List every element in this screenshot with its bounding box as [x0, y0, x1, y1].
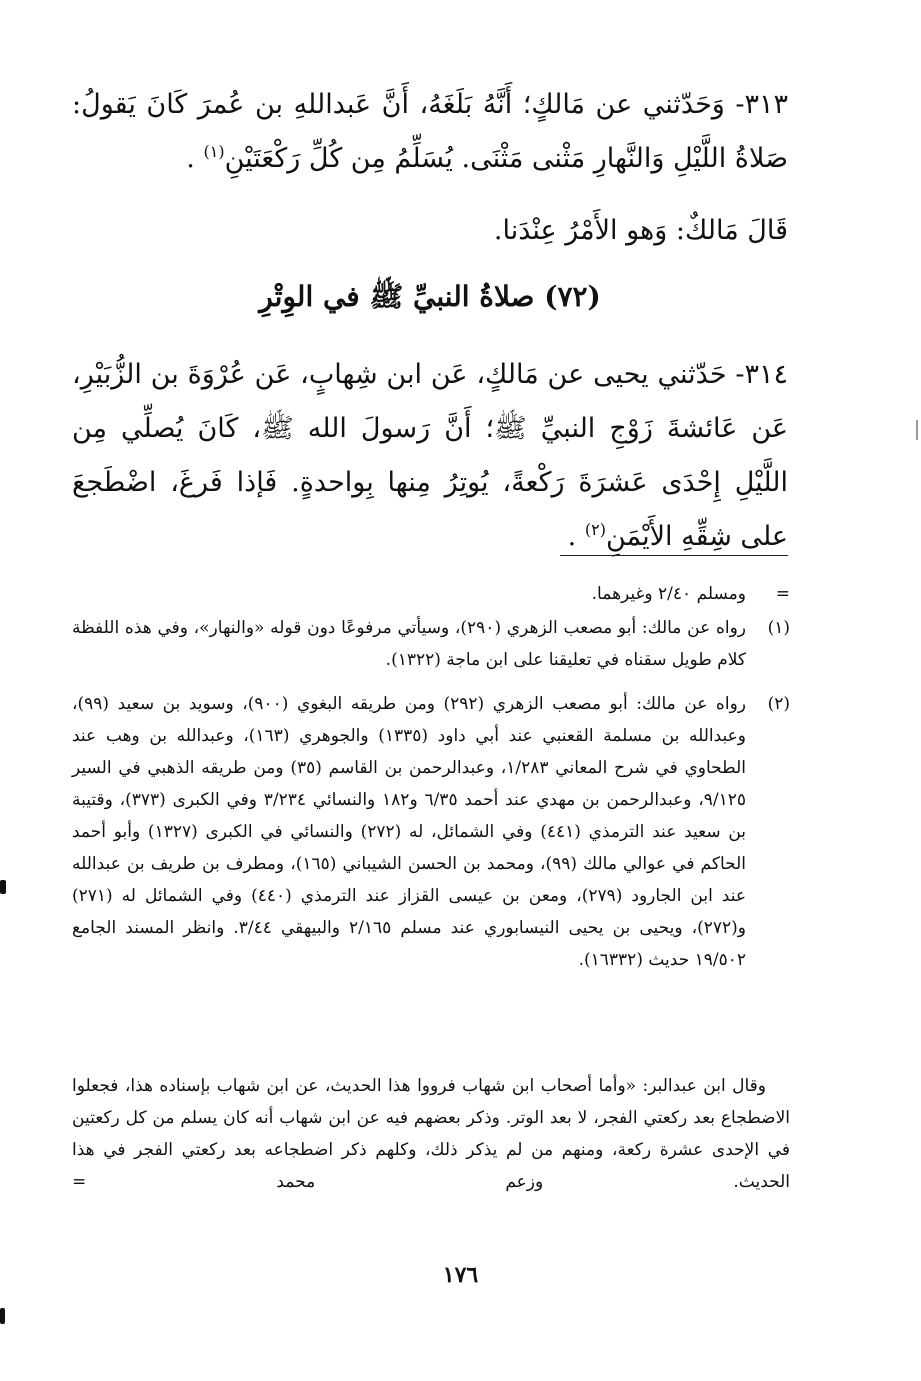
footnote-2-text: رواه عن مالك: أبو مصعب الزهري (٢٩٢) ومن طريقه البغوي (٩٠٠)، وسويد بن سعيد (٩٩)، وعبدالله بن مسلمة القعنبي عند أبي داود (١٣٣٥) والجوهري (١٦٣)، وعبدالله بن وهب عند الطحاوي في شرح المعاني ١/٢٨٣، وعبدالرحمن بن القاسم (٣٥) ومن طريقه الذهبي في السير ٩/١٢٥، وعبدالرحمن بن مهدي عند أحمد ٦/٣٥ و١٨٢ والنسائي ٣/٢٣٤ وفي الكبرى (٣٧٣)، وقتيبة بن سعيد عند الترمذي (٤٤١) وفي الشمائل، له (٢٧٢) والنسائي في الكبرى (١٣٢٧) وأبو أحمد الحاكم في عوالي مالك (٩٩)، ومحمد بن الحسن الشيباني (١٦٥)، ومطرف بن طريف بن عبدالله عند ابن الجارود (٢٧٩)، ومعن بن عيسى القزاز عند الترمذي (٤٤٠) وفي الشمائل له (٢٧١) و(٢٧٢)، ويحيى بن يحيى النيسابوري عند مسلم ٢/١٦٥ والبيهقي ٣/٤٤. وانظر المسند الجامع ١٩/٥٠٢ حديث (١٦٣٣٢). [72, 694, 747, 970]
hadith-314-paragraph [72, 348, 788, 564]
ibn-abdulbarr-commentary: وقال ابن عبدالبر: «وأما أصحاب ابن شهاب فرووا هذا الحديث، عن ابن شهاب بإسناده هذا، فجعلوا الاضطجاع بعد ركعتي الفجر، لا بعد الوتر. وذكر بعضهم فيه عن ابن شهاب أنه كان يسلم من كل ركعتين في الإحدى عشرة ركعة، ومنهم من لم يذكر ذلك، وكلهم ذكر اضطجاعه بعد ركعتي الفجر في هذا الحديث. وزعم محمد = [72, 1076, 790, 1192]
footnote-2-number: (٢) [767, 694, 790, 714]
footnote-1 [72, 612, 790, 676]
hadith-313-paragraph [72, 78, 788, 186]
hadith-314-text: ٣١٤- حَدّثني يحيى عن مَالكٍ، عَن ابن شِهابٍ، عَن عُرْوَةَ بن الزُّبَيْرِ، عَن عَائشةَ زَوْجِ النبيِّ ﷺ؛ أَنَّ رَسولَ الله ﷺ، كَانَ يُصلِّي مِن اللَّيْلِ إِحْدَى عَشرَةَ رَكْعةً، يُوتِرُ مِنها بِواحدةٍ. فَإذا فَرغَ، اضْطَجعَ على شِقِّهِ الأَيْمَنِ [72, 359, 788, 552]
chapter-heading: (٧٢) صلاةُ النبيِّ ﷺ في الوِتْرِ [259, 280, 601, 313]
footnote-1-number: (١) [767, 618, 790, 638]
footnote-continuation-text: ومسلم ٢/٤٠ وغيرهما. [591, 584, 746, 604]
continuation-mark: = [775, 584, 790, 604]
scan-mark-bottom [0, 1308, 5, 1324]
footnote-1-text: رواه عن مالك: أبو مصعب الزهري (٢٩٠)، وسيأتي مرفوعًا دون قوله «والنهار»، وفي هذه اللفظة كلام طويل سقناه في تعليقنا على ابن ماجة (١٣٢٢). [72, 618, 746, 670]
footnote-separator [560, 555, 788, 556]
footnote-ref-1[interactable]: (١) [203, 142, 225, 161]
page-number: ١٧٦ [442, 1262, 479, 1288]
hadith-313-text: ٣١٣- وَحَدّثني عن مَالكٍ؛ أَنَّهُ بَلَغَهُ، أَنَّ عَبداللهِ بن عُمرَ كَانَ يَقولُ: صَلاةُ اللَّيْلِ وَالنَّهارِ مَثْنى مَثْنَى. يُسَلِّمُ مِن كُلِّ رَكْعَتَيْنِ [72, 89, 788, 174]
footnote-ref-2[interactable]: (٢) [584, 520, 606, 539]
footnote-2 [72, 688, 790, 976]
scan-mark-right [916, 420, 918, 440]
malik-statement: قَالَ مَالكٌ: وَهو الأَمْرُ عِنْدَنا. [493, 215, 788, 246]
hadith-313-ending: . [186, 143, 204, 174]
hadith-314-ending: . [567, 521, 585, 552]
footnote-continuation [72, 578, 790, 610]
scan-mark-mid [0, 880, 6, 894]
